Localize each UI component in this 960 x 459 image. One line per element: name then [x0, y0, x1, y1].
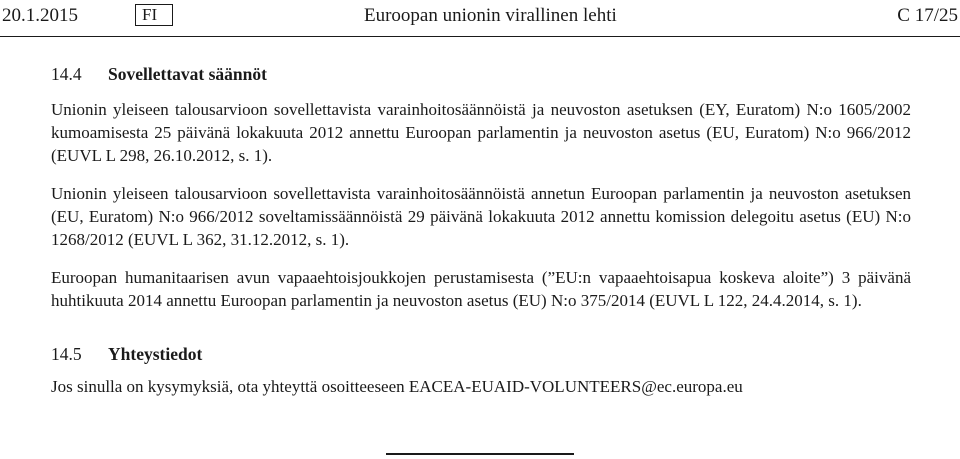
language-code-box: FI — [135, 4, 173, 26]
paragraph-eu-aid-volunteers-regulation: Euroopan humanitaarisen avun vapaaehtoisjoukkojen perustamisesta (”EU:n vapaaehtoisapua koskeva aloite”) 3 päivänä huhtikuuta 2014 annettu Euroopan parlamentin ja neuvoston asetus (EU) N:o 375/2014 (EUVL L 122, 24.4.2014, s. 1). — [51, 268, 911, 310]
section-title: Yhteystiedot — [108, 344, 203, 364]
paragraph-rules-of-application: Unionin yleiseen talousarvioon sovellettavista varainhoitosäännöistä annetun Euroopan parlamentin ja neuvoston asetuksen (EU, Euratom) N:o 966/2012 soveltamissäännöistä 29 päivänä lokakuuta 2012 annettu komission delegoitu asetus (EU) N:o 1268/2012 (EUVL L 362, 31.12.2012, s. 1). — [51, 184, 911, 249]
section-title: Sovellettavat säännöt — [108, 64, 267, 84]
footer-divider — [386, 453, 574, 455]
section-heading-contact — [51, 344, 202, 365]
page-header — [0, 0, 960, 37]
paragraph-financial-regulation: Unionin yleiseen talousarvioon sovellettavista varainhoitosäännöistä ja neuvoston asetuksen (EY, Euratom) N:o 1605/2002 kumoamisesta 25 päivänä lokakuuta 2012 annettu Euroopan parlamentin ja neuvoston asetus (EU, Euratom) N:o 966/2012 (EUVL L 298, 26.10.2012, s. 1). — [51, 100, 911, 165]
section-heading-applicable-rules — [51, 64, 267, 85]
paragraph-contact-email: Jos sinulla on kysymyksiä, ota yhteyttä osoitteeseen EACEA-EUAID-VOLUNTEERS@ec.europa.eu — [51, 377, 743, 396]
journal-title: Euroopan unionin virallinen lehti — [364, 5, 617, 26]
page-reference: C 17/25 — [897, 5, 958, 26]
publication-date: 20.1.2015 — [2, 5, 78, 26]
header-divider — [0, 36, 960, 37]
section-number: 14.4 — [51, 64, 82, 84]
section-number: 14.5 — [51, 344, 82, 364]
